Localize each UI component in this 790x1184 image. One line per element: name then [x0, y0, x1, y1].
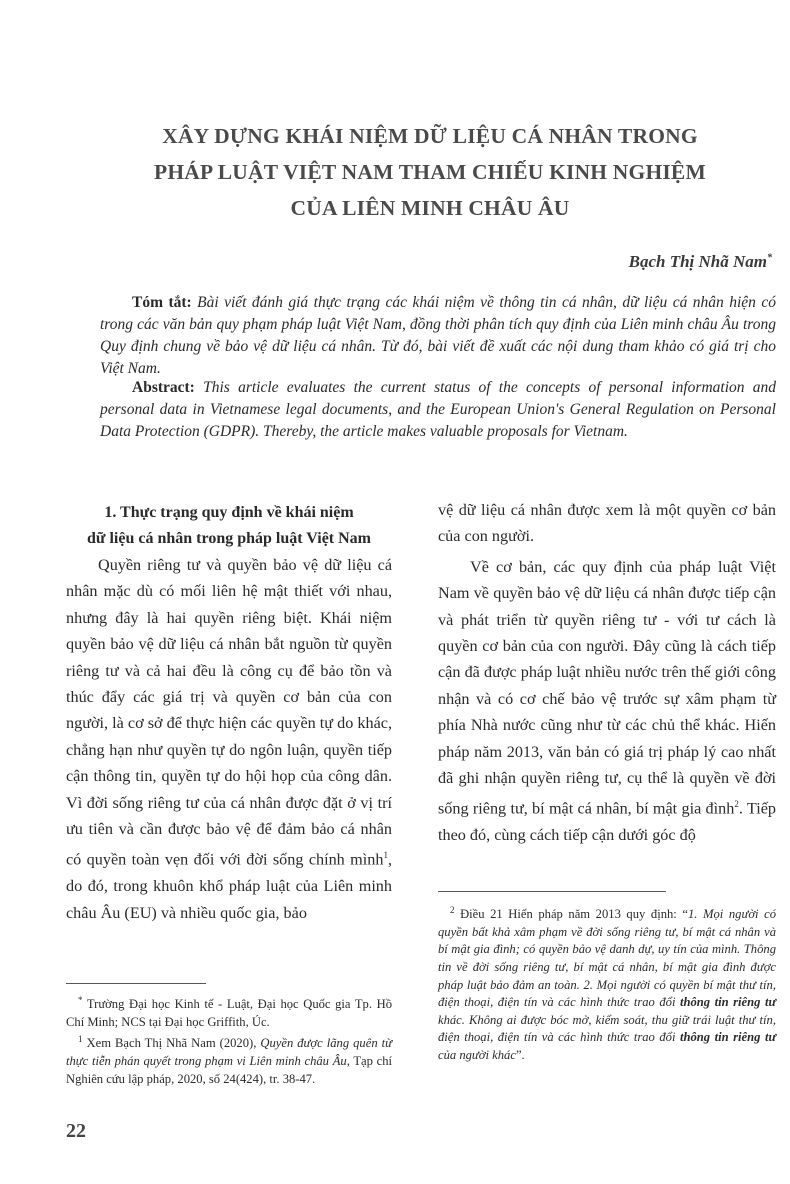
footnote-2-mark: 2: [450, 905, 455, 915]
footnote-2-close: ”.: [515, 1047, 525, 1062]
footnote-2-quote-b: khác. Không ai được bóc mở, kiểm soát, thu giữ trái luật thư tín, điện thoại, điện tín và các hình thức trao đổi: [438, 1012, 776, 1045]
footnote-ref-1[interactable]: 1: [383, 850, 388, 861]
paragraph-text-tail: , do đó, trong khuôn khổ pháp luật của Liên minh châu Âu (EU) và nhiều quốc gia, bảo: [66, 850, 392, 922]
summary-label: Tóm tắt:: [132, 294, 192, 311]
abstract-text: This article evaluates the current status of the concepts of personal information and personal data in Vietnamese legal documents, and the European Union's General Regulation on Personal Data Protection (GDPR). Thereby, the article makes valuable proposals for Vietnam.: [100, 379, 777, 440]
footnote-1: [66, 1031, 392, 1088]
footnote-2-intro: Điều 21 Hiến pháp năm 2013 quy định: “: [460, 907, 688, 922]
paragraph-text-tail: . Tiếp theo đó, cùng cách tiếp cận dưới góc độ: [438, 799, 776, 845]
body-paragraph-continued: vệ dữ liệu cá nhân được xem là một quyền cơ bản của con người.: [438, 501, 776, 546]
left-column: [66, 500, 392, 926]
paragraph-text: Quyền riêng tư và quyền bảo vệ dữ liệu cá nhân mặc dù có mối liên hệ mật thiết với nhau, nhưng đây là hai quyền riêng biệt. Khái niệm quyền bảo vệ dữ liệu cá nhân bắt nguồn từ quyền riêng tư và cả hai đều là công cụ để bảo tồn và thúc đẩy các giá trị và quyền cơ bản của con người, là cơ sở để thực hiện các quyền tự do khác, chẳng hạn như quyền tự do ngôn luận, quyền tiếp cận thông tin, quyền tự do hội họp của công dân. Vì đời sống riêng tư của cá nhân được đặt ở vị trí ưu tiên và cần được bảo vệ để đảm bảo cá nhân có quyền toàn vẹn đối với đời sống chính mình: [66, 556, 392, 869]
footnote-1-text-a: Xem Bạch Thị Nhã Nam (2020),: [86, 1036, 261, 1051]
footnote-star-mark: *: [78, 995, 83, 1005]
footnote-2-quote-c: của người khác: [438, 1047, 516, 1062]
author-name-text: Bạch Thị Nhã Nam: [628, 252, 767, 271]
footnote-divider-right: [438, 891, 666, 892]
author-footnote-mark: *: [767, 252, 772, 264]
footnote-1-title: Quyền được lãng quên từ thực tiễn phán quyết trong phạm vi Liên minh châu Âu: [66, 1036, 392, 1069]
page-number: 22: [66, 1120, 86, 1142]
footnote-author-affiliation: [66, 992, 392, 1031]
footnote-divider-left: [66, 983, 206, 984]
section-heading: [66, 500, 392, 552]
title-line-1: XÂY DỰNG KHÁI NIỆM DỮ LIỆU CÁ NHÂN TRONG: [162, 124, 698, 148]
body-paragraph: [66, 552, 392, 926]
author-name: [629, 252, 772, 272]
paragraph-text: Về cơ bản, các quy định của pháp luật Việt Nam về quyền bảo vệ dữ liệu cá nhân được tiếp cận và phát triển từ quyền riêng tư - với tư cách là quyền cơ bản của con người. Đây cũng là cách tiếp cận đã được pháp luật nhiều nước trên thế giới công nhận và có cơ chế bảo vệ trước sự xâm phạm từ phía Nhà nước cũng như từ các chủ thể khác. Hiến pháp năm 2013, văn bản có giá trị pháp lý cao nhất đã ghi nhận quyền riêng tư, cụ thể là quyền về đời sống riêng tư, bí mật cá nhân, bí mật gia đình: [438, 557, 776, 818]
footnotes-left: [66, 992, 392, 1088]
footnote-1-text-b: , Tạp chí Nghiên cứu lập pháp, 2020, số 24(424), tr. 38-47.: [66, 1054, 393, 1086]
title-line-3: CỦA LIÊN MINH CHÂU ÂU: [290, 196, 570, 220]
footnote-2-bold-b: thông tin riêng tư: [680, 1030, 776, 1045]
abstract-label: Abstract:: [132, 379, 195, 396]
footnotes-right: [438, 902, 776, 1065]
abstract-block: [100, 377, 776, 443]
footnote-2-bold-a: thông tin riêng tư: [680, 995, 776, 1010]
body-paragraph: [438, 554, 776, 849]
footnote-star-text: Trường Đại học Kinh tế - Luật, Đại học Quốc gia Tp. Hồ Chí Minh; NCS tại Đại học Griffith, Úc.: [66, 997, 392, 1029]
right-column: [438, 497, 776, 849]
title-line-2: PHÁP LUẬT VIỆT NAM THAM CHIẾU KINH NGHIỆM: [154, 160, 706, 184]
footnote-2-quote-a: 1. Mọi người có quyền bất khả xâm phạm về đời sống riêng tư, bí mật cá nhân và bí mật gia đình; có quyền bảo vệ danh dự, uy tín của mình. Thông tin về đời sống riêng tư, bí mật cá nhân, bí mật gia đình được pháp luật bảo đảm an toàn. 2. Mọi người có quyền bí mật thư tín, điện thoại, điện tín và các hình thức trao đổi: [438, 907, 776, 1010]
summary-text: Bài viết đánh giá thực trạng các khái niệm về thông tin cá nhân, dữ liệu cá nhân hiện có trong các văn bản quy phạm pháp luật Việt Nam, đồng thời phân tích quy định của Liên minh châu Âu trong Quy định chung về bảo vệ dữ liệu cá nhân. Từ đó, bài viết đề xuất các nội dung tham khảo có giá trị cho Việt Nam.: [100, 294, 776, 377]
section-heading-line-1: 1. Thực trạng quy định về khái niệm: [104, 504, 354, 521]
summary-block: [100, 292, 776, 380]
footnote-2: [438, 902, 776, 1065]
article-title: [80, 118, 780, 226]
footnote-ref-2[interactable]: 2: [734, 799, 739, 810]
footnote-1-mark: 1: [78, 1034, 83, 1045]
section-heading-line-2: dữ liệu cá nhân trong pháp luật Việt Nam: [86, 530, 372, 547]
